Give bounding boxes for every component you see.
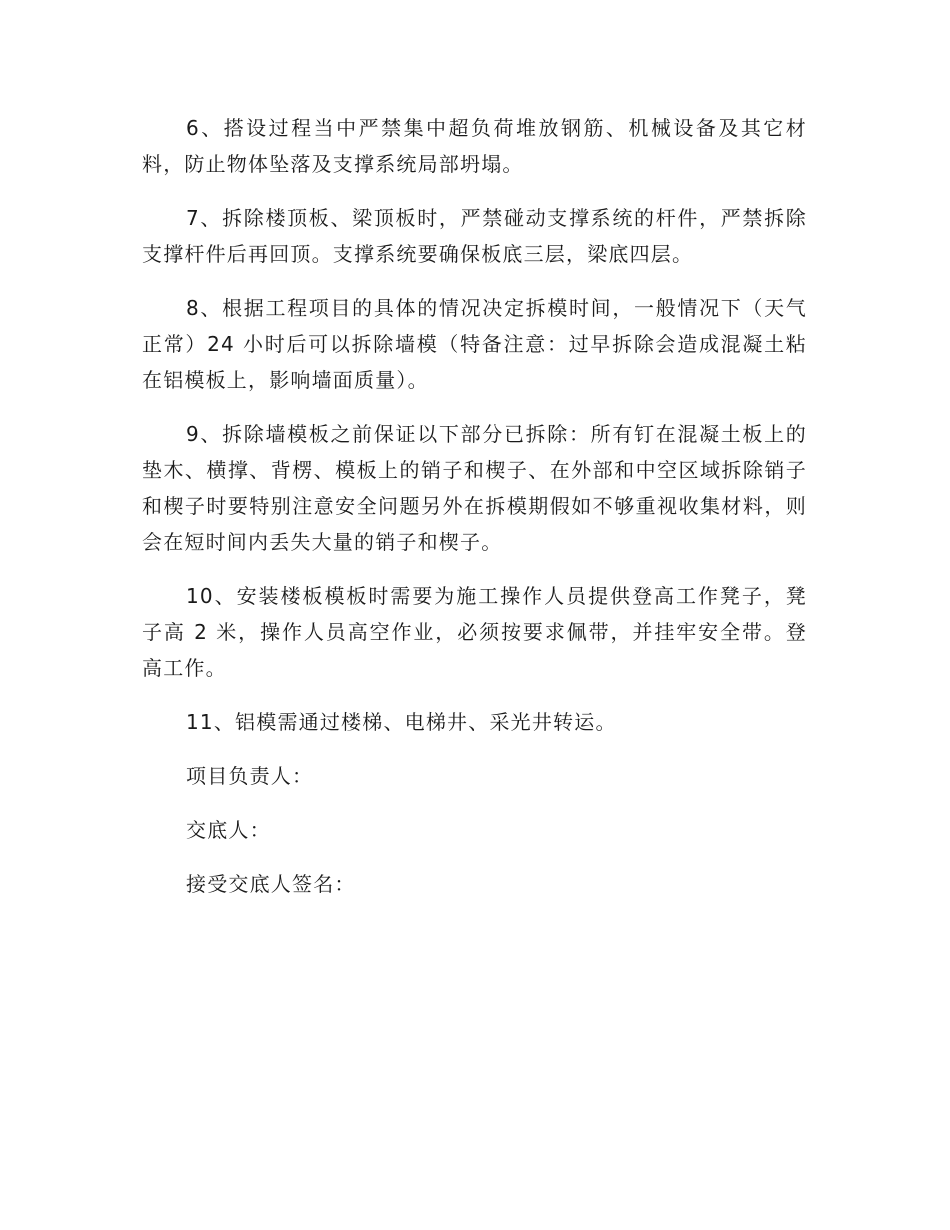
document-body (142, 110, 807, 920)
receiver-signature-label: 接受交底人签名： (186, 872, 356, 896)
paragraph-9: 9、拆除墙模板之前保证以下部分已拆除：所有钉在混凝土板上的垫木、横撑、背楞、模板上的销子和楔子、在外部和中空区域拆除销子和楔子时要特别注意安全问题另外在拆模期假如不够重视收集材料，则会在短时间内丢失大量的销子和楔子。 (142, 422, 807, 554)
paragraph-7: 7、拆除楼顶板、梁顶板时，严禁碰动支撑系统的杆件，严禁拆除支撑杆件后再回顶。支撑系统要确保板底三层，梁底四层。 (142, 206, 807, 266)
paragraph-10: 10、安装楼板模板时需要为施工操作人员提供登高工作凳子，凳子高 2 米，操作人员高空作业，必须按要求佩带，并挂牢安全带。登高工作。 (142, 584, 807, 680)
paragraph-6: 6、搭设过程当中严禁集中超负荷堆放钢筋、机械设备及其它材料，防止物体坠落及支撑系统局部坍塌。 (142, 116, 807, 176)
briefer-label: 交底人： (186, 818, 271, 842)
project-lead-label: 项目负责人： (186, 764, 314, 788)
paragraph-8: 8、根据工程项目的具体的情况决定拆模时间，一般情况下（天气正常）24 小时后可以拆除墙模（特备注意：过早拆除会造成混凝土粘在铝模板上，影响墙面质量）。 (142, 296, 807, 392)
paragraph-11: 11、铝模需通过楼梯、电梯井、采光井转运。 (186, 710, 617, 734)
